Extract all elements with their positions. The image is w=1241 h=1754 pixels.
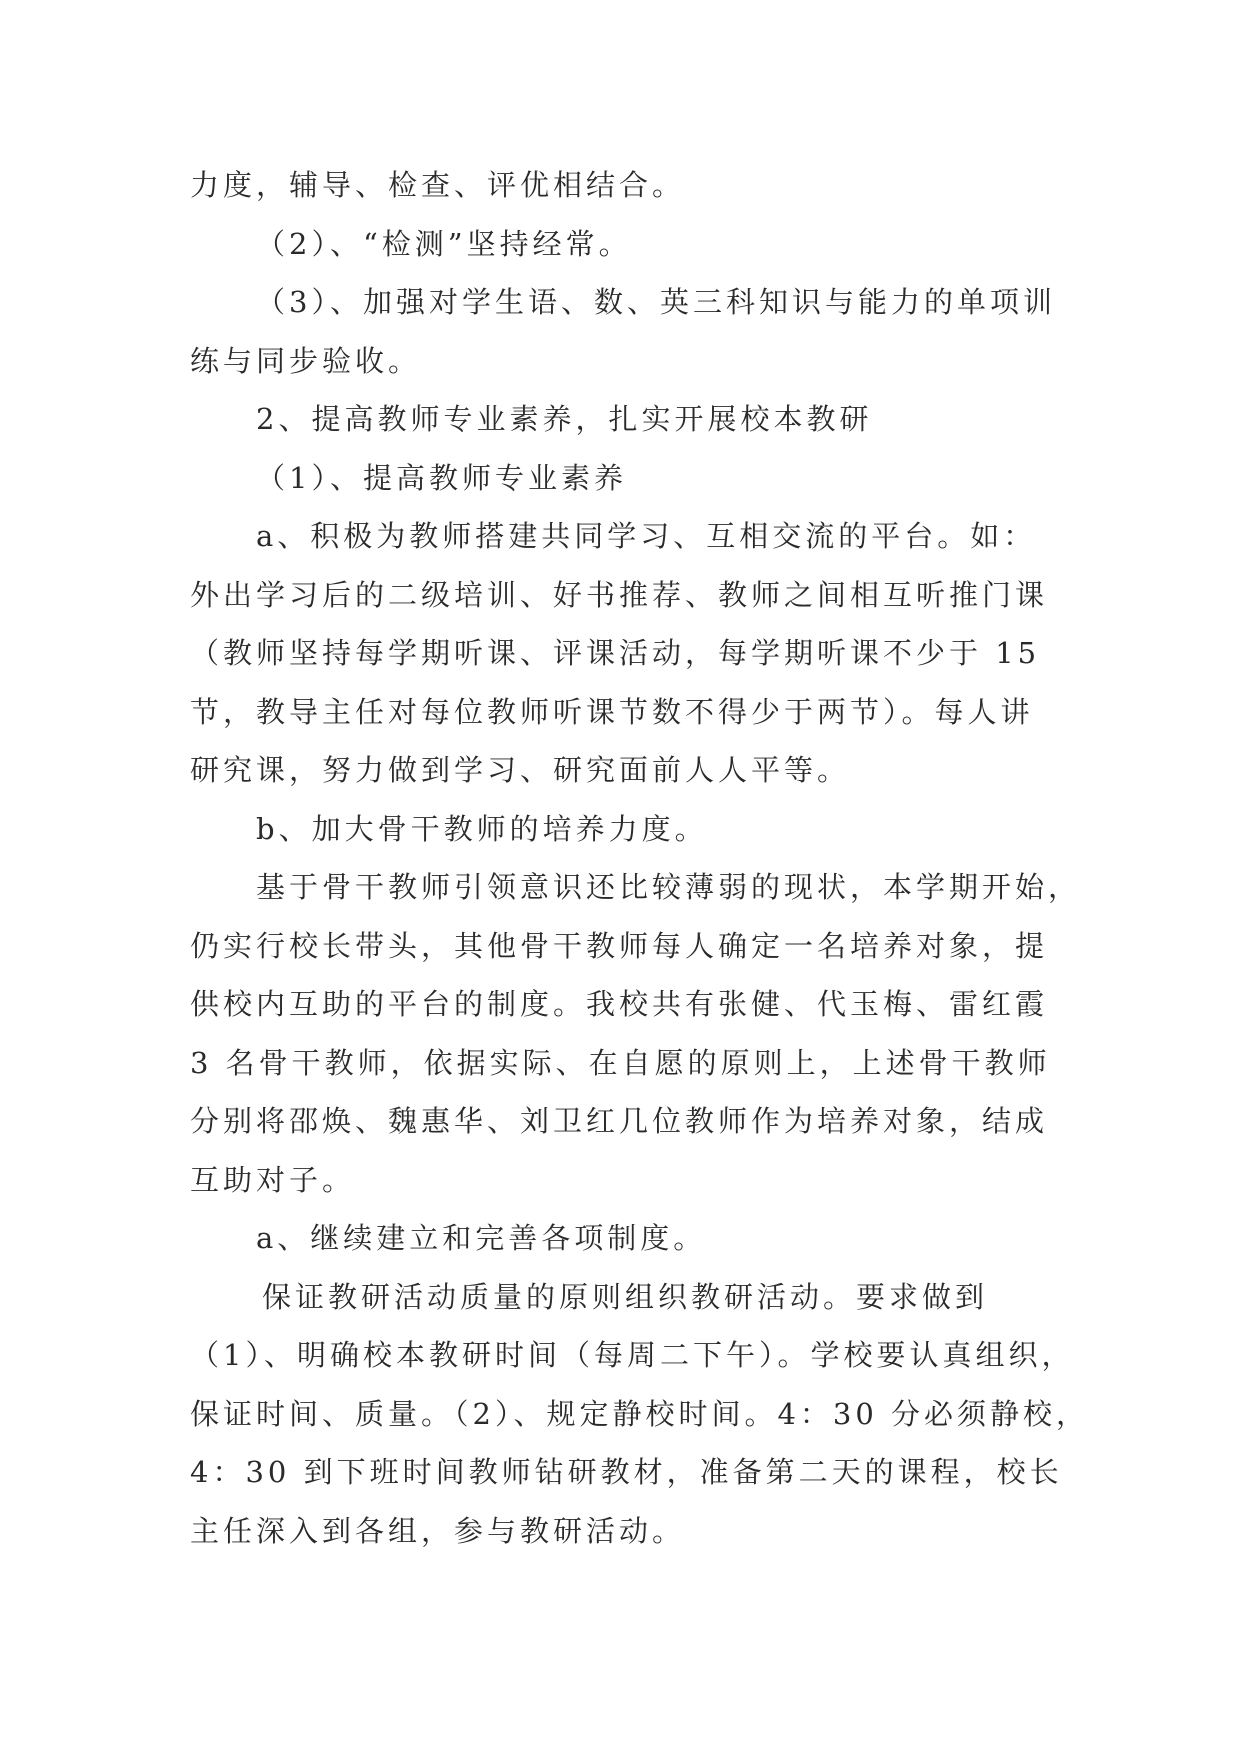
text-line: 仍实行校长带头，其他骨干教师每人确定一名培养对象，提 bbox=[190, 928, 1049, 963]
text-line: 力度，辅导、检查、评优相结合。 bbox=[190, 168, 686, 202]
text-line: （1）、提高教师专业素养 bbox=[256, 460, 627, 495]
text-line: （2）、“检测”坚持经常。 bbox=[256, 226, 632, 261]
text-line: （3）、加强对学生语、数、英三科知识与能力的单项训 bbox=[256, 285, 1056, 319]
text-line: a、继续建立和完善各项制度。 bbox=[256, 1221, 707, 1255]
text-line: 外出学习后的二级培训、好书推荐、教师之间相互听推门课 bbox=[190, 577, 1049, 612]
text-line: 保证教研活动质量的原则组织教研活动。要求做到 bbox=[262, 1279, 989, 1314]
text-line: 2、提高教师专业素养，扎实开展校本教研 bbox=[256, 402, 873, 436]
text-line: 互助对子。 bbox=[190, 1162, 356, 1197]
text-line: 基于骨干教师引领意识还比较薄弱的现状，本学期开始， bbox=[256, 870, 1082, 904]
text-line: （1）、明确校本教研时间（每周二下午）。学校要认真组织， bbox=[190, 1338, 1075, 1372]
text-line: 练与同步验收。 bbox=[190, 343, 422, 378]
text-line: 研究课，努力做到学习、研究面前人人平等。 bbox=[190, 753, 851, 787]
document-body bbox=[190, 156, 1090, 1560]
text-line: 主任深入到各组，参与教研活动。 bbox=[190, 1513, 686, 1548]
text-line: b、加大骨干教师的培养力度。 bbox=[256, 811, 708, 846]
text-line: 保证时间、质量。（2）、规定静校时间。4：30 分必须静校， bbox=[190, 1396, 1090, 1431]
text-line: 4：30 到下班时间教师钻研教材，准备第二天的课程，校长 bbox=[190, 1455, 1063, 1489]
text-line: a、积极为教师搭建共同学习、互相交流的平台。如： bbox=[256, 519, 1037, 553]
text-line: 3 名骨干教师，依据实际、在自愿的原则上，上述骨干教师 bbox=[190, 1045, 1051, 1080]
text-line: 分别将邵焕、魏惠华、刘卫红几位教师作为培养对象，结成 bbox=[190, 1104, 1049, 1138]
text-line: 节，教导主任对每位教师听课节数不得少于两节）。每人讲 bbox=[190, 694, 1034, 729]
text-line: （教师坚持每学期听课、评课活动，每学期听课不少于 15 bbox=[190, 636, 1041, 670]
text-line: 供校内互助的平台的制度。我校共有张健、代玉梅、雷红霞 bbox=[190, 987, 1049, 1021]
